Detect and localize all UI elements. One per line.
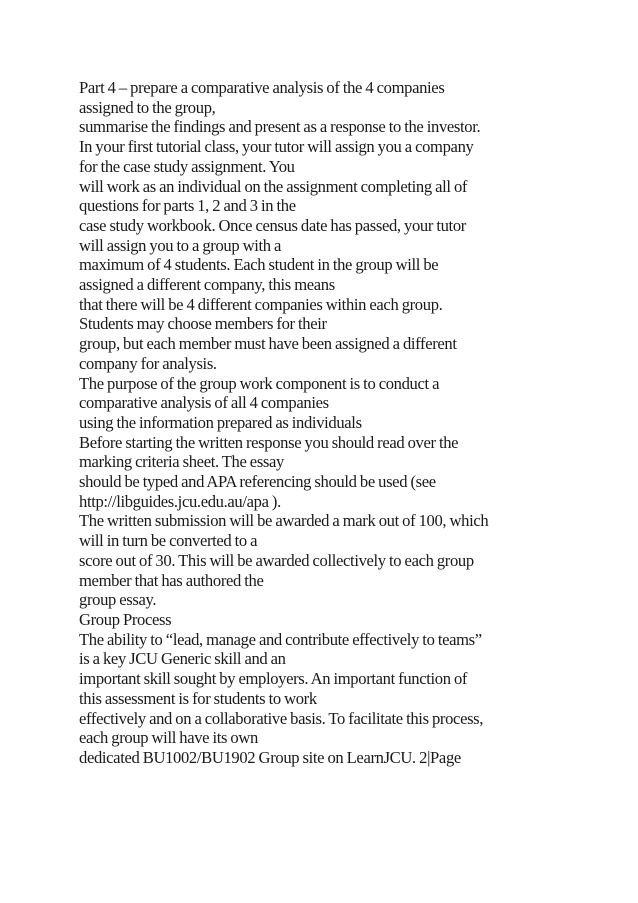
text-line: will assign you to a group with a [79,235,282,255]
text-line: group, but each member must have been assigned a different [79,334,457,354]
text-line: comparative analysis of all 4 companies [79,393,329,413]
text-line: Part 4 – prepare a comparative analysis of the 4 companies [79,78,445,97]
section-heading-group-process: Group Process [79,609,172,629]
text-line: score out of 30. This will be awarded collectively to each group [79,550,474,570]
text-line: In your first tutorial class, your tutor will assign you a company [79,137,474,157]
text-line: questions for parts 1, 2 and 3 in the [79,196,296,216]
text-line: assigned to the group, [79,97,216,117]
text-line: should be typed and APA referencing should be used (see [79,472,436,492]
text-line: member that has authored the [79,570,264,590]
text-line: maximum of 4 students. Each student in the group will be [79,255,439,275]
text-line: The purpose of the group work component is to conduct a [79,373,440,393]
text-line: Students may choose members for their [79,314,327,334]
text-line: for the case study assignment. You [79,156,295,176]
text-line: http://libguides.jcu.edu.au/apa ). [79,491,281,511]
body-text [79,78,579,768]
text-line: using the information prepared as individuals [79,412,362,432]
text-line-with-page-number: dedicated BU1002/BU1902 Group site on LearnJCU. 2|Page [79,747,461,767]
text-line: each group will have its own [79,728,258,748]
text-line: marking criteria sheet. The essay [79,452,285,472]
text-line: Before starting the written response you should read over the [79,432,459,452]
text-line: case study workbook. Once census date has passed, your tutor [79,215,466,235]
text-line: important skill sought by employers. An important function of [79,669,468,689]
text-line: assigned a different company, this means [79,275,335,295]
text-line: is a key JCU Generic skill and an [79,649,286,669]
text-line: that there will be 4 different companies within each group. [79,294,443,314]
text-line: The ability to “lead, manage and contribute effectively to teams” [79,629,482,649]
text-line: summarise the findings and present as a response to the investor. [79,117,481,137]
text-line: group essay. [79,590,157,610]
text-line: The written submission will be awarded a mark out of 100, which [79,511,489,531]
text-line: this assessment is for students to work [79,688,317,708]
text-line: company for analysis. [79,353,217,373]
text-line: effectively and on a collaborative basis. To facilitate this process, [79,708,484,728]
text-line: will work as an individual on the assignment completing all of [79,176,468,196]
text-line: will in turn be converted to a [79,531,258,551]
